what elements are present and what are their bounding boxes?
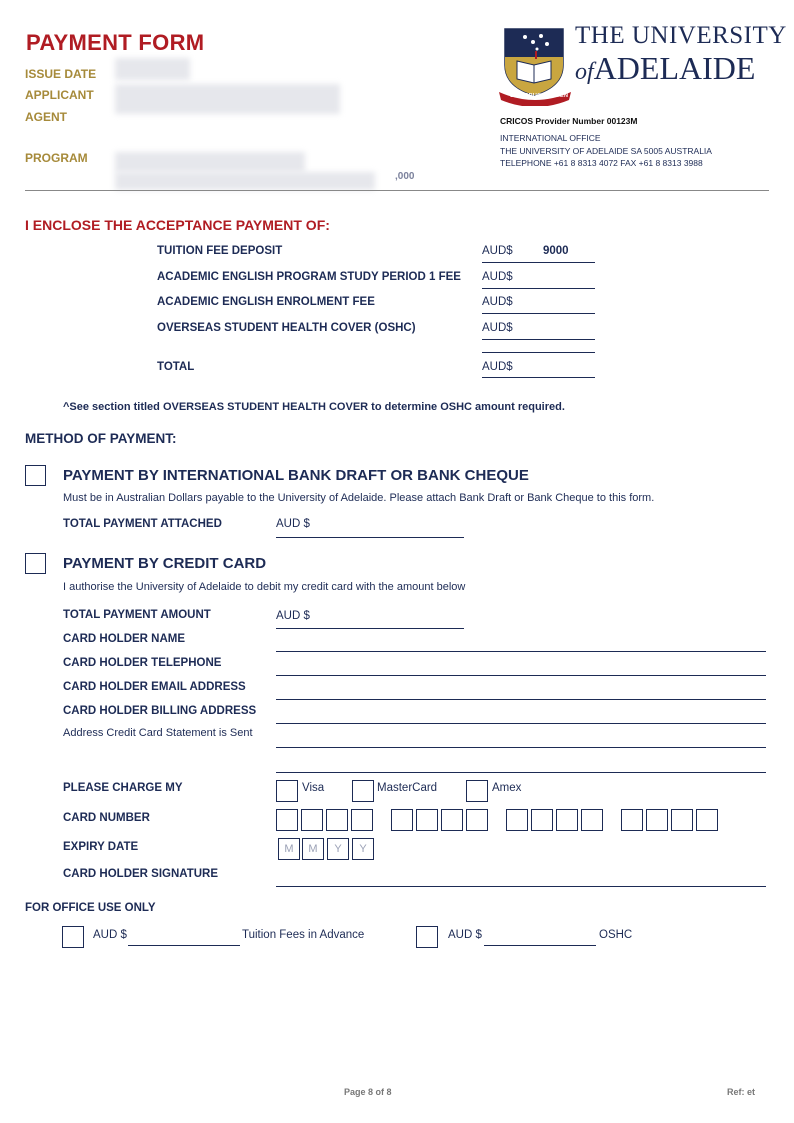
issue-date-label: ISSUE DATE (25, 67, 97, 81)
mastercard-label: MasterCard (377, 782, 438, 794)
credit-card-checkbox[interactable] (25, 553, 46, 574)
fee-label-english-study: ACADEMIC ENGLISH PROGRAM STUDY PERIOD 1 FEE (157, 271, 461, 283)
redacted-program-1 (115, 152, 305, 172)
card-digit-box[interactable] (276, 809, 298, 831)
address-line-1: INTERNATIONAL OFFICE (500, 133, 601, 143)
fee-line-total[interactable] (482, 377, 595, 378)
card-total-label: TOTAL PAYMENT AMOUNT (63, 609, 211, 621)
fee-line-oshc[interactable] (482, 339, 595, 340)
fee-currency-total: AUD$ (482, 361, 513, 373)
expiry-label: EXPIRY DATE (63, 841, 139, 853)
bank-total-currency: AUD $ (276, 518, 310, 530)
fee-line-english-study[interactable] (482, 288, 595, 289)
header-divider (25, 190, 769, 191)
signature-label: CARD HOLDER SIGNATURE (63, 868, 219, 880)
card-digit-box[interactable] (506, 809, 528, 831)
card-holder-billing-line-3[interactable] (276, 772, 766, 773)
amex-checkbox[interactable] (466, 780, 488, 802)
agent-label: AGENT (25, 110, 67, 124)
fee-currency-english-study: AUD$ (482, 271, 513, 283)
expiry-year-1[interactable]: Y (327, 838, 349, 860)
office-oshc-label: OSHC (599, 929, 633, 941)
office-use-heading: FOR OFFICE USE ONLY (25, 902, 156, 914)
reference: Ref: et (727, 1087, 756, 1097)
fee-line-english-enrolment[interactable] (482, 313, 595, 314)
bank-total-label: TOTAL PAYMENT ATTACHED (63, 518, 222, 530)
card-digit-box[interactable] (391, 809, 413, 831)
office-tuition-line[interactable] (128, 945, 240, 946)
expiry-month-1[interactable]: M (278, 838, 300, 860)
redacted-program-2 (115, 172, 375, 190)
card-holder-name-label: CARD HOLDER NAME (63, 633, 186, 645)
card-digit-box[interactable] (351, 809, 373, 831)
program-label: PROGRAM (25, 151, 88, 165)
fee-currency-oshc: AUD$ (482, 322, 513, 334)
office-tuition-currency: AUD $ (93, 929, 127, 941)
card-holder-name-line[interactable] (276, 651, 766, 652)
card-digit-box[interactable] (326, 809, 348, 831)
expiry-month-2[interactable]: M (302, 838, 324, 860)
university-name-line1: THE UNIVERSITY (575, 22, 787, 49)
card-digit-box[interactable] (646, 809, 668, 831)
amex-label: Amex (492, 782, 522, 794)
method-heading: METHOD OF PAYMENT: (25, 431, 177, 446)
office-oshc-line[interactable] (484, 945, 596, 946)
address-line-3: TELEPHONE +61 8 8313 4072 FAX +61 8 8313 3988 (500, 158, 703, 168)
card-digit-box[interactable] (621, 809, 643, 831)
fee-label-oshc: OVERSEAS STUDENT HEALTH COVER (OSHC) (157, 322, 416, 334)
bank-total-line[interactable] (276, 537, 464, 538)
card-digit-box[interactable] (531, 809, 553, 831)
card-digit-box[interactable] (416, 809, 438, 831)
card-digit-box[interactable] (466, 809, 488, 831)
motto-text: SUB CRUCE LUMEN (510, 93, 569, 99)
card-holder-phone-line[interactable] (276, 675, 766, 676)
fee-line-spacer (482, 352, 595, 353)
card-holder-email-line[interactable] (276, 699, 766, 700)
applicant-label: APPLICANT (25, 88, 94, 102)
signature-line[interactable] (276, 886, 766, 887)
card-holder-billing-line-1[interactable] (276, 723, 766, 724)
visa-label: Visa (302, 782, 325, 794)
bank-draft-checkbox[interactable] (25, 465, 46, 486)
card-holder-phone-label: CARD HOLDER TELEPHONE (63, 657, 222, 669)
billing-address-note: Address Credit Card Statement is Sent (63, 727, 253, 739)
fee-value-tuition[interactable]: 9000 (543, 245, 569, 257)
page-number: Page 8 of 8 (344, 1087, 392, 1097)
office-tuition-label: Tuition Fees in Advance (242, 929, 365, 941)
redacted-applicant (115, 84, 340, 114)
fee-currency-english-enrolment: AUD$ (482, 296, 513, 308)
fee-label-english-enrolment: ACADEMIC ENGLISH ENROLMENT FEE (157, 296, 375, 308)
cricos-number: CRICOS Provider Number 00123M (500, 116, 638, 126)
form-title: PAYMENT FORM (26, 30, 205, 55)
card-total-currency: AUD $ (276, 610, 310, 622)
university-name-of: of (575, 59, 594, 85)
card-digit-box[interactable] (671, 809, 693, 831)
address-line-2: THE UNIVERSITY OF ADELAIDE SA 5005 AUSTRALIA (500, 146, 712, 156)
card-total-line[interactable] (276, 628, 464, 629)
university-name-line2 (575, 50, 755, 87)
office-oshc-currency: AUD $ (448, 929, 482, 941)
visa-checkbox[interactable] (276, 780, 298, 802)
university-name-adelaide: ADELAIDE (593, 50, 756, 86)
card-digit-box[interactable] (696, 809, 718, 831)
credit-card-authorisation: I authorise the University of Adelaide to debit my credit card with the amount below (63, 581, 466, 593)
card-digit-box[interactable] (581, 809, 603, 831)
office-oshc-checkbox[interactable] (416, 926, 438, 948)
card-holder-billing-label: CARD HOLDER BILLING ADDRESS (63, 705, 257, 717)
card-number-boxes (276, 809, 768, 833)
office-tuition-checkbox[interactable] (62, 926, 84, 948)
card-holder-billing-line-2[interactable] (276, 747, 766, 748)
program-fragment: ,000 (395, 171, 415, 182)
redacted-issue-date (115, 58, 190, 80)
bank-draft-instructions: Must be in Australian Dollars payable to the University of Adelaide. Please attach Bank Draft or Bank Cheque to this form. (63, 492, 655, 504)
card-digit-box[interactable] (441, 809, 463, 831)
bank-draft-heading: PAYMENT BY INTERNATIONAL BANK DRAFT OR BANK CHEQUE (63, 467, 529, 484)
mastercard-checkbox[interactable] (352, 780, 374, 802)
card-digit-box[interactable] (556, 809, 578, 831)
fee-label-tuition: TUITION FEE DEPOSIT (157, 245, 283, 257)
card-digit-box[interactable] (301, 809, 323, 831)
charge-label: PLEASE CHARGE MY (63, 782, 183, 794)
card-holder-email-label: CARD HOLDER EMAIL ADDRESS (63, 681, 246, 693)
card-number-label: CARD NUMBER (63, 812, 150, 824)
acceptance-heading: I ENCLOSE THE ACCEPTANCE PAYMENT OF: (25, 217, 330, 233)
expiry-year-2[interactable]: Y (352, 838, 374, 860)
oshc-note: ^See section titled OVERSEAS STUDENT HEALTH COVER to determine OSHC amount required. (63, 401, 565, 413)
credit-card-heading: PAYMENT BY CREDIT CARD (63, 555, 267, 572)
fee-currency-tuition: AUD$ (482, 245, 513, 257)
fee-label-total: TOTAL (157, 361, 195, 373)
fee-line-tuition (482, 262, 595, 263)
